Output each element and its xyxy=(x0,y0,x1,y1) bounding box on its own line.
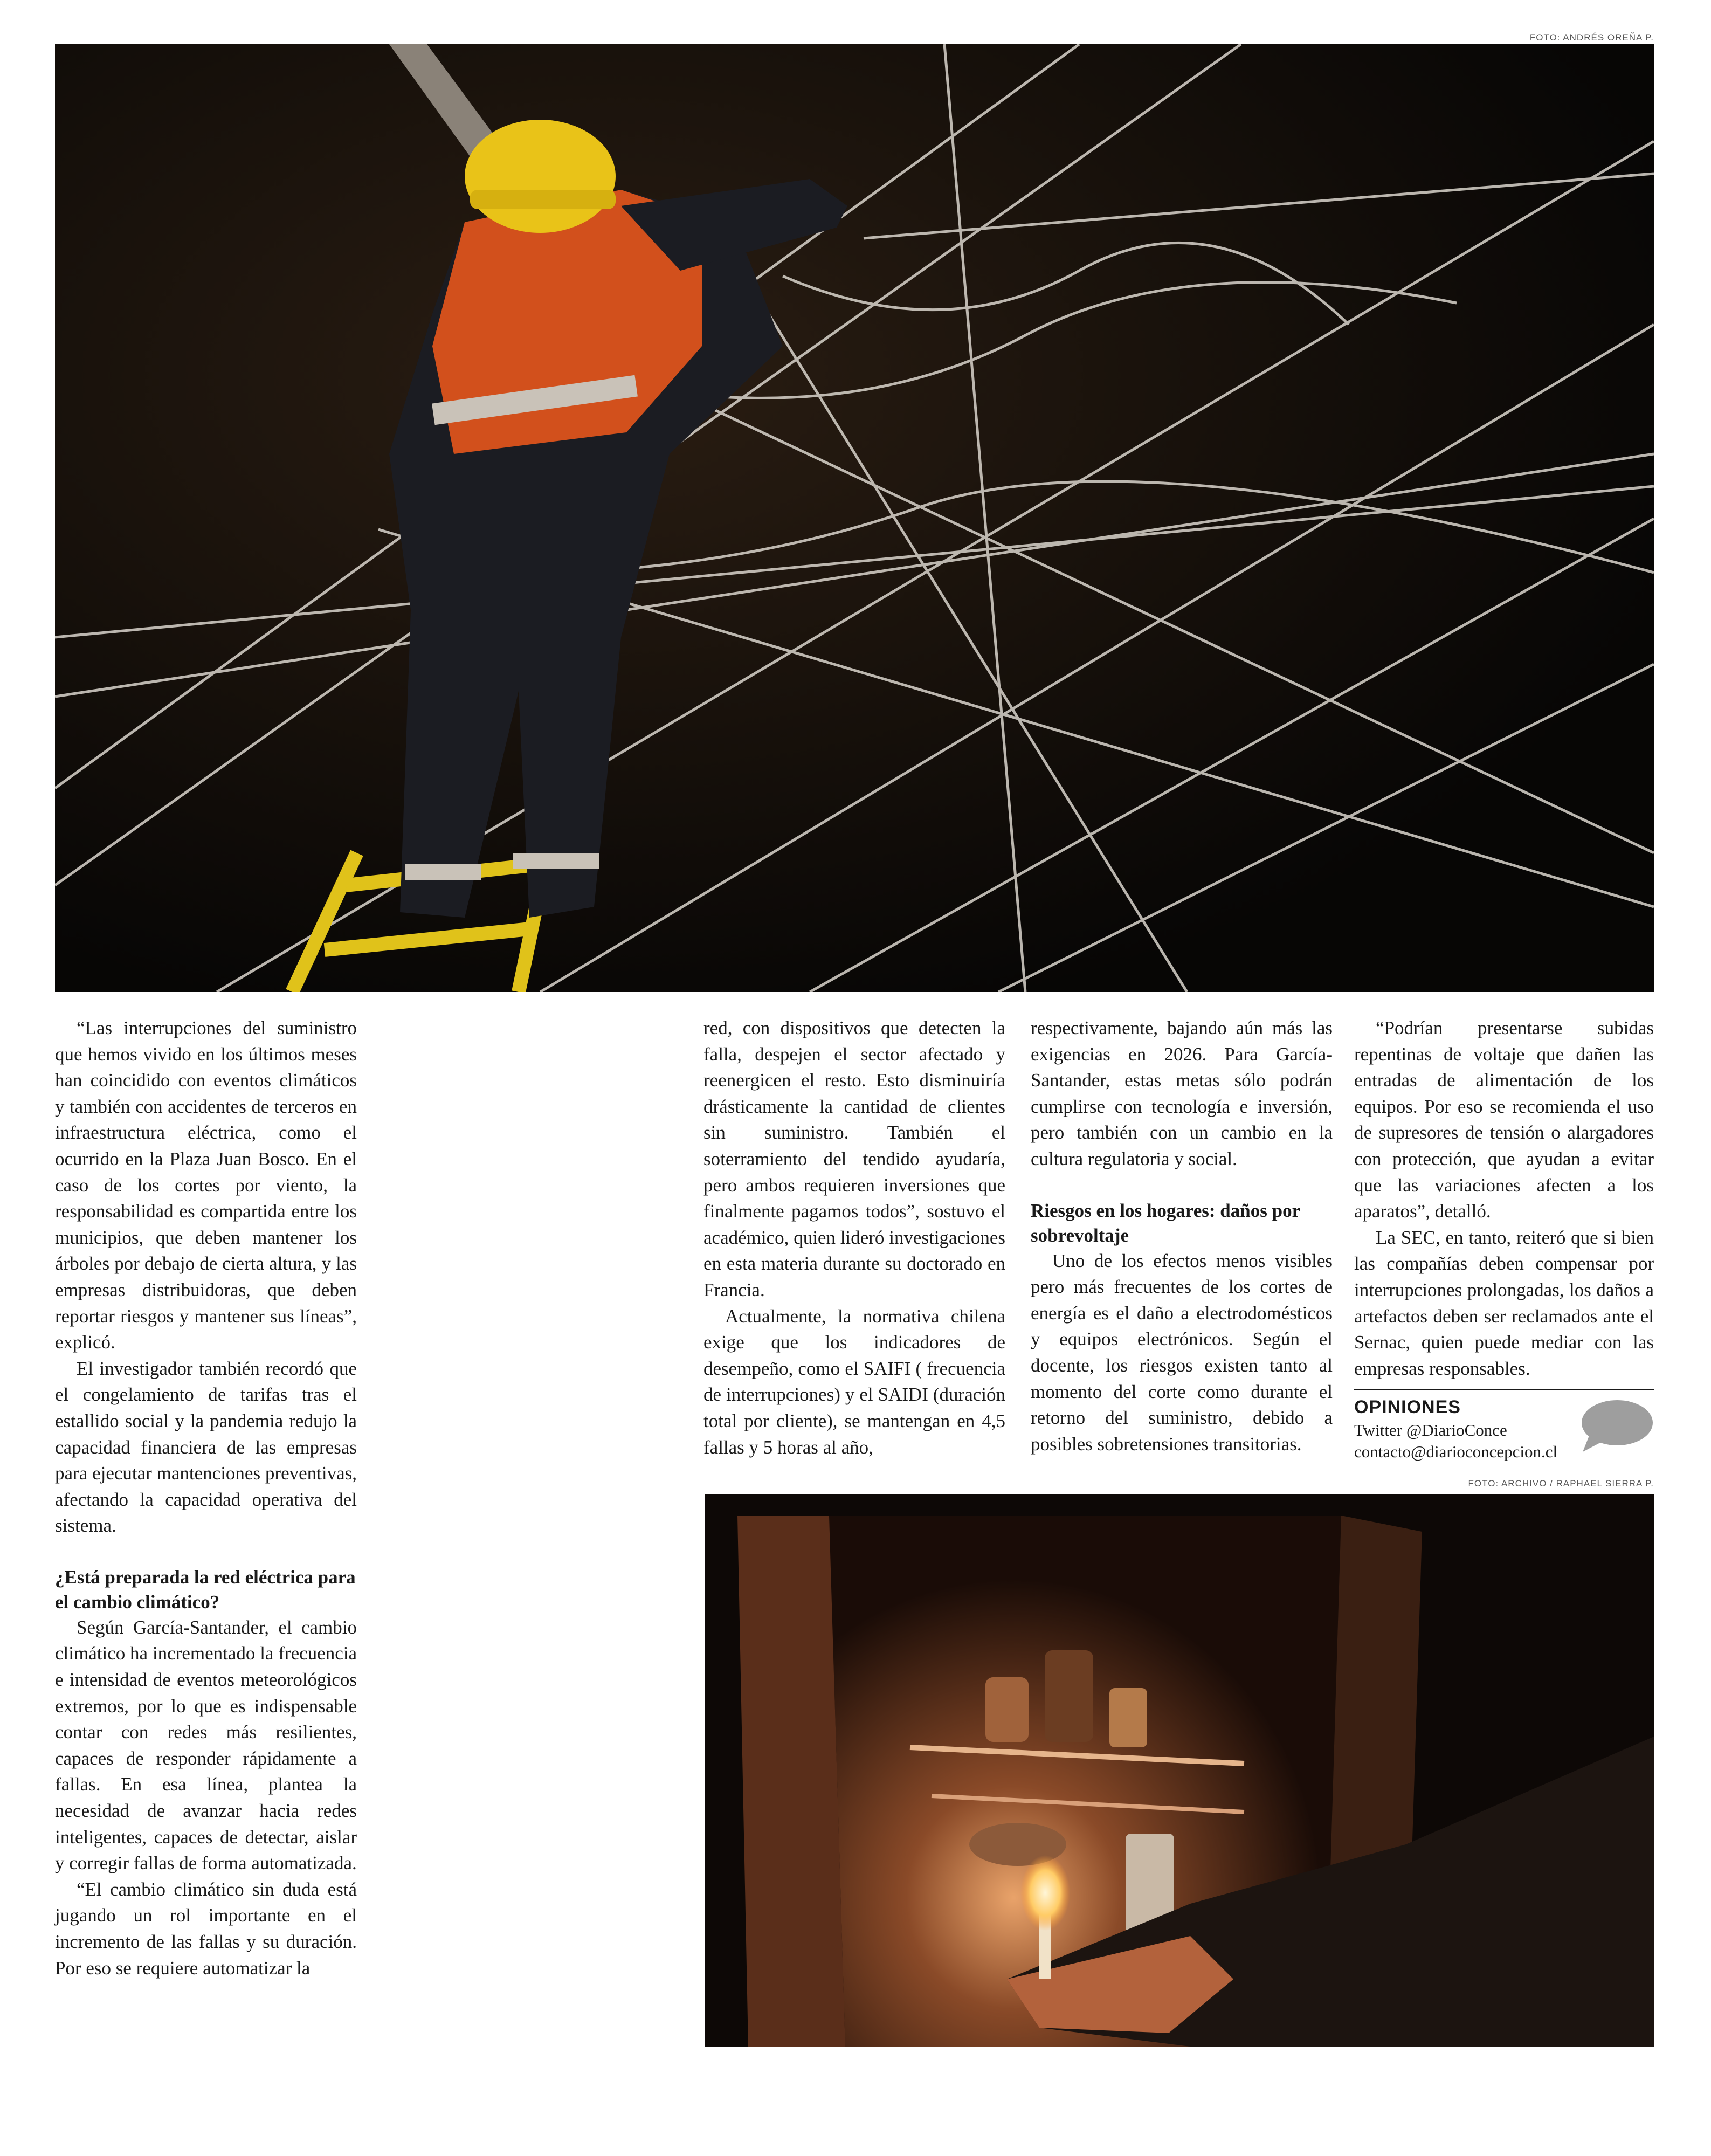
opinions-email[interactable]: contacto@diarioconcepcion.cl xyxy=(1354,1442,1558,1461)
article-column-4 xyxy=(1354,1015,1654,1382)
opinions-twitter[interactable]: Twitter @DiarioConce xyxy=(1354,1421,1507,1439)
paragraph: El investigador también recordó que el congelamiento de tarifas tras el estallido social y la pandemia redujo la capacidad financiera de las empresas para ejecutar mantenciones preventivas, afectando la capacidad operativa del sistema. xyxy=(55,1358,357,1537)
photo-credit-bottom: FOTO: ARCHIVO / RAPHAEL SIERRA P. xyxy=(1468,1478,1654,1489)
paragraph: “El cambio climático sin duda está jugando un rol importante en el incremento de las fallas y su duración. Por eso se requiere automatizar la xyxy=(55,1878,357,1979)
fridge-candle-photo xyxy=(705,1494,1654,2047)
paragraph: “Podrían presentarse subidas repentinas de voltaje que dañen las entradas de alimentación de los equipos. Por eso se recomienda el uso de supresores de tensión o alargadores con protección, que ayudan a evitar que las variaciones afecten a los aparatos”, detalló. xyxy=(1354,1017,1654,1222)
paragraph: La SEC, en tanto, reiteró que si bien las compañías deben compensar por interrupciones prolongadas, los daños a artefactos deben ser reclamados ante el Sernac, quien puede mediar con las empresas responsables. xyxy=(1354,1227,1654,1379)
opinions-box xyxy=(1354,1389,1654,1461)
section-heading-climate: ¿Está preparada la red eléctrica para el cambio climático? xyxy=(55,1566,356,1613)
paragraph: Uno de los efectos menos visibles pero más frecuentes de los cortes de energía es el daño a electrodomésticos y equipos electrónicos. Según el docente, los riesgos existen tanto al momento del corte como durante el retorno del suministro, debido a posibles sobretensiones transitorias. xyxy=(1031,1250,1333,1455)
fridge-candle-illustration xyxy=(705,1494,1654,2047)
speech-bubble-icon xyxy=(1578,1398,1654,1454)
lineman-illustration xyxy=(55,44,1654,992)
paragraph: “Las interrupciones del suministro que hemos vivido en los últimos meses han coincidido con eventos climáticos y también con accidentes de terceros en infraestructura eléctrica, como el ocurrido en la Plaza Juan Bosco. En el caso de los cortes por viento, la responsabilidad es compartida entre los municipios, que deben mantener los árboles por debajo de cierta altura, y las empresas distribuidoras, que deben reportar riesgos y mantener sus líneas”, explicó. xyxy=(55,1017,357,1353)
article-column-1 xyxy=(55,1015,357,1981)
article-column-2 xyxy=(703,1015,1005,1461)
lineman-photo xyxy=(55,44,1654,992)
paragraph: red, con dispositivos que detecten la falla, despejen el sector afectado y reenergicen el resto. Esto disminuiría drásticamente la cantidad de clientes sin suministro. También el soterramiento del tendido ayudaría, pero ambos requieren inversiones que finalmente pagamos todos”, sostuvo el académico, quien lideró investigaciones en esta materia durante su doctorado en Francia. xyxy=(703,1017,1005,1300)
paragraph: Según García-Santander, el cambio climático ha incrementado la frecuencia e intensidad de eventos meteorológicos extremos, por lo que es indispensable contar con redes más resilientes, capaces de responder rápidamente a fallas. En esa línea, plantea la necesidad de avanzar hacia redes inteligentes, capaces de detectar, aislar y corregir fallas de forma automatizada. xyxy=(55,1616,357,1874)
paragraph: respectivamente, bajando aún más las exigencias en 2026. Para García-Santander, estas metas sólo podrán cumplirse con tecnología e inversión, pero también con un cambio en la cultura regulatoria y social. xyxy=(1031,1017,1333,1169)
section-heading-households: Riesgos en los hogares: daños por sobrevoltaje xyxy=(1031,1200,1300,1246)
paragraph: Actualmente, la normativa chilena exige que los indicadores de desempeño, como el SAIFI ( frecuencia de interrupciones) y el SAIDI (duración total por cliente), se mantengan en 4,5 fallas y 5 horas al año, xyxy=(703,1305,1005,1458)
article-column-3 xyxy=(1031,1015,1333,1457)
opinions-title: OPINIONES xyxy=(1354,1397,1461,1417)
photo-credit-top: FOTO: ANDRÉS OREÑA P. xyxy=(1529,32,1654,43)
